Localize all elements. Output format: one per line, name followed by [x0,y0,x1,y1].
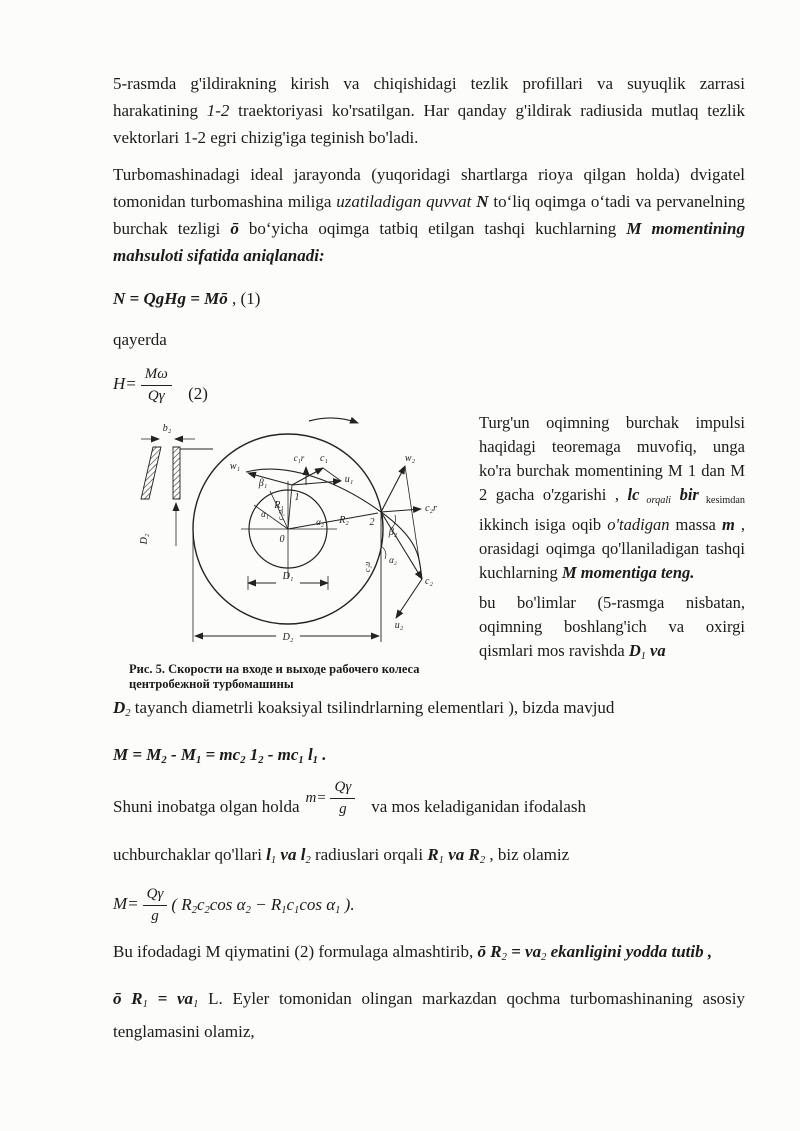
paragraph-intro: 5-rasmda g'ildirakning kirish va chiqishidagi tezlik profillari va suyuqlik zarrasi harakatining 1-2 traektoriyasi ko'rsatilgan. Har qanday g'ildirak radiusida mutlaq tezlik vektorlari 1-2 egri chizig'iga teginish bo'ladi. [113,74,745,147]
b2-label: b₂ [162,423,172,435]
w1-label: w₁ [229,461,241,473]
c1u-label: c₁u [276,509,285,521]
beta2-label: β₂ [388,527,398,539]
mass-denominator: g [339,800,347,817]
figure-caption [129,662,449,692]
figure-caption-line1: Рис. 5. Скорости на входе и выходе рабочего колеса [129,662,420,677]
figure-5 [113,411,465,692]
center-label: 0 [279,534,285,546]
u2-label: u₂ [394,620,404,632]
equation-2 [113,365,745,407]
d1-dim-label: D₁ [282,571,294,583]
rotation-arrow [309,418,358,423]
mass-fraction [330,778,355,819]
paragraph-substitute: Bu ifodadagi M qiymatini (2) formulaga almashtirib, ō $R_2 = va_2$ ekanligini yodda tutib , [113,941,713,963]
impeller-diagram [113,411,461,653]
eq2-lhs: H= [113,374,137,394]
c2r-label: c₂r [425,503,437,515]
mass-lhs: m= [305,790,327,807]
mass-numerator: Qγ [330,778,355,799]
blade-wall-right [173,447,180,499]
paragraph-d2-cylinders: $D_2$ tayanch diametrli koaksiyal tsilindrlarning elementlari ), bizda mavjud [113,698,615,720]
euler-numerator: Qγ [143,885,168,906]
euler-lhs: M= [113,894,139,914]
c2u-label: c₂u [363,561,372,573]
paragraph-angular-momentum: Turg'un oqimning burchak impulsi haqidagi teoremaga muvofiq, unga ko'ra burchak momentining M 1 dan M 2 gacha o'zgarishi , lc $_{orqali}$ bir $_{kesimdan}$ ikkinch isiga oqib o'tadigan massa m , orasidagi oqimga qo'llaniladigan tashqi kuchlarning M momentiga teng. [479,413,746,583]
d2-side-label: D₂ [139,533,150,545]
c1-label: c₁ [320,453,328,465]
w2-label: w₂ [404,453,416,465]
mass-flow-formula [306,778,360,819]
vector-w2 [381,466,405,512]
euler-fraction [143,885,168,926]
label-qayerda: qayerda [113,330,167,349]
alpha2-inner-label: α₂ [316,517,324,528]
wrapped-text-column [479,411,745,669]
figure-section [113,411,745,692]
eq2-denominator: Qγ [147,387,165,404]
paragraph-sections: bu bo'limlar (5-rasmga nisbatan, oqimning boshlang'ich va oxirgi qismlari mos ravishda $D_1$ va [479,593,745,662]
alpha1-label: α₁ [261,509,269,520]
paragraph-euler-final: ō $R_1 = va_1$ L. Eyler tomonidan olingan markazdan qochma turbomashinaning asosiy tenglamasini olamiz, [113,988,746,1041]
vector-u2 [396,579,422,618]
d2-dim-label: D₂ [282,632,294,644]
beta1-label: β₁ [258,478,268,490]
c1r-label: c₁r [293,453,305,464]
point1-label: 1 [294,492,300,504]
eq2-numerator: Mω [141,365,172,386]
equation-moment: $M = M_2 - M_1 = mc_2$ $1_2 - mc_1$ $l_1$ . [113,745,327,767]
equation-euler-moment [113,885,745,926]
paragraph-turbomachine: Turbomashinadagi ideal jarayonda (yuqoridagi shartlarga rioya qilgan holda) dvigatel tomonidan turbomashina miliga uzatiladigan quvvat N to‘liq oqimga o‘tadi va pervanelning burchak tezligi ō bo‘yicha oqimga tatbiq etilgan tashqi kuchlarning M momentining mahsuloti sifatida aniqlanadi: [113,165,745,265]
eq2-number: (2) [188,384,208,404]
point2-label: 2 [369,517,375,529]
euler-denominator: g [151,908,159,925]
r2-label: R₂ [339,515,349,527]
vector-c2r [381,509,421,512]
radius-r1-line [288,485,292,529]
vector-w1 [248,473,292,485]
c2-label: c₂ [425,576,433,588]
equation-1: N = QgHg = Mō , (1) [113,289,261,308]
euler-rest: ( $R_2c_2\cos$ $\alpha_2 - R_1c_1\cos$ $\alpha_1$ ). [171,894,355,916]
vector-c2 [381,512,422,579]
eq2-fraction [141,365,172,406]
shuni-pre-text: Shuni inobatga olgan holda [113,796,300,816]
radius-r2-line [288,513,378,529]
paragraph-triangles: uchburchaklar qo'llari $l_1$ va $l_2$ radiuslari orqali $R_1$ va $R_2$ , biz olamiz [113,844,570,866]
alpha2-label: α₂ [389,555,397,566]
u1-label: u₁ [344,474,354,486]
paragraph-shuni [113,779,745,827]
shuni-post-text: va mos keladiganidan ifodalash [371,796,587,816]
blade-wall-left [141,447,161,499]
figure-caption-line2: центробежной турбомашины [129,677,294,692]
r1-label: R₁ [274,500,284,512]
